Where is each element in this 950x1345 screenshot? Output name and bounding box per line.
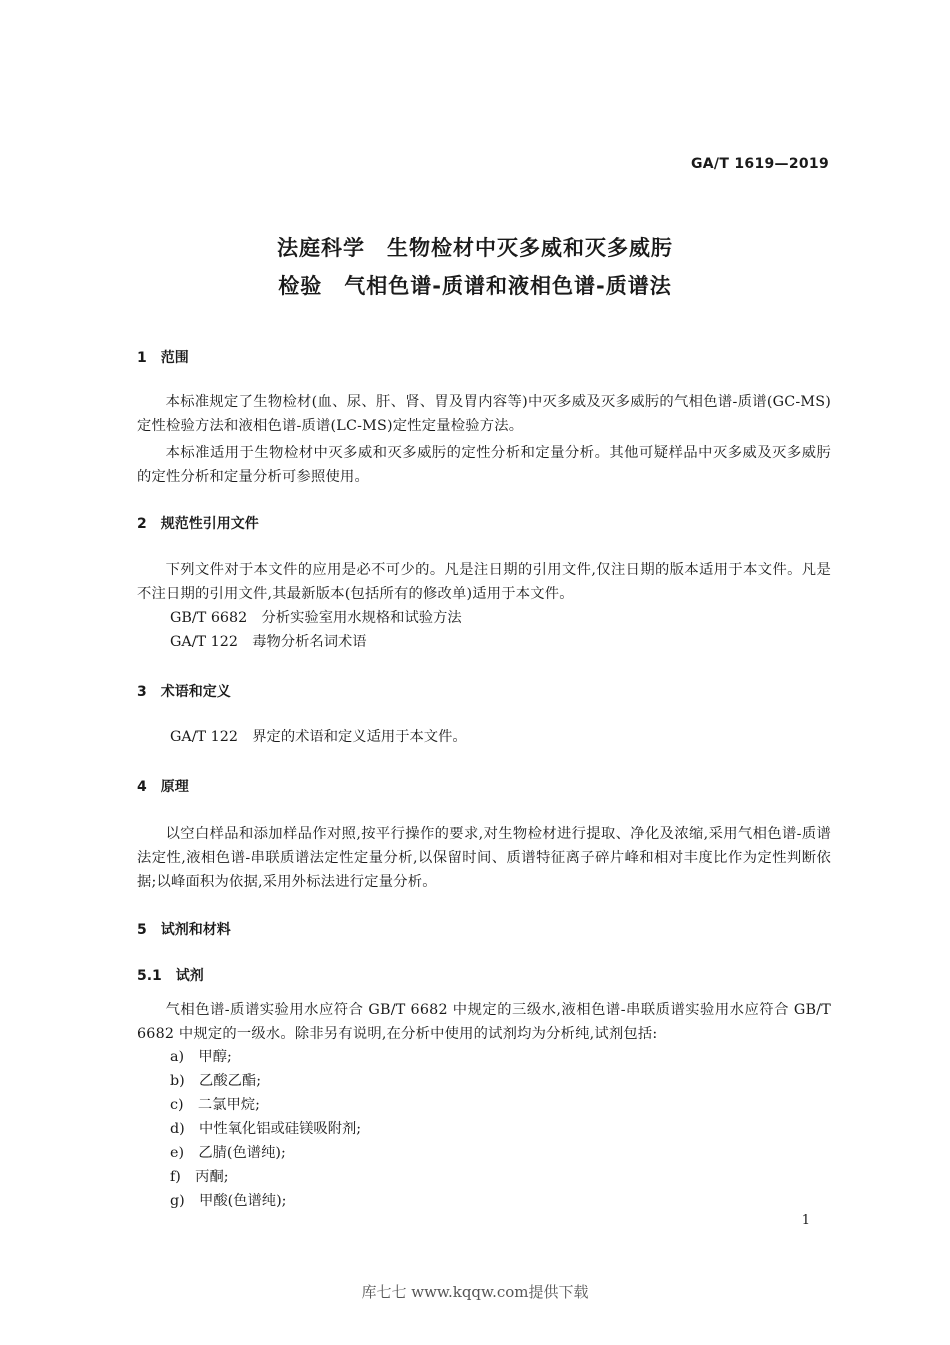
section-5-heading: 5 试剂和材料 [137,922,231,938]
section-5-1-heading: 5.1 试剂 [137,968,204,984]
section-1-paragraph-2: 本标准适用于生物检材中灭多威和灭多威肟的定性分析和定量分析。其他可疑样品中灭多威及灭多威肟的定性分析和定量分析可参照使用。 [137,445,831,485]
reagent-list-item: d) 中性氧化铝或硅镁吸附剂; [170,1121,362,1137]
section-4-paragraph-1: 以空白样品和添加样品作对照,按平行操作的要求,对生物检材进行提取、净化及浓缩,采用气相色谱-质谱法定性,液相色谱-串联质谱法定性定量分析,以保留时间、质谱特征离子碎片峰和相对丰度比作为定性判断依据;以峰面积为依据,采用外标法进行定量分析。 [137,826,831,890]
reagent-list-item: f) 丙酮; [170,1169,229,1185]
section-3-heading: 3 术语和定义 [137,684,231,700]
download-source-footer: 库七七 www.kqqw.com提供下载 [361,1283,589,1301]
reagent-list-item: g) 甲酸(色谱纯); [170,1193,287,1209]
document-title-line2: 检验 气相色谱-质谱和液相色谱-质谱法 [278,274,672,298]
section-3-paragraph-1: GA/T 122 界定的术语和定义适用于本文件。 [170,729,467,745]
section-2-paragraph-1: 下列文件对于本文件的应用是必不可少的。凡是注日期的引用文件,仅注日期的版本适用于本文件。凡是不注日期的引用文件,其最新版本(包括所有的修改单)适用于本文件。 [137,562,831,602]
reagent-list-item: c) 二氯甲烷; [170,1097,260,1113]
document-title-line1: 法庭科学 生物检材中灭多威和灭多威肟 [277,236,673,260]
section-2-heading: 2 规范性引用文件 [137,516,259,532]
page-number: 1 [801,1213,810,1228]
section-1-paragraph-1: 本标准规定了生物检材(血、尿、肝、肾、胃及胃内容等)中灭多威及灭多威肟的气相色谱-质谱(GC-MS)定性检验方法和液相色谱-质谱(LC-MS)定性定量检验方法。 [137,394,831,434]
reagent-list-item: b) 乙酸乙酯; [170,1073,262,1089]
reference-gbt-6682: GB/T 6682 分析实验室用水规格和试验方法 [170,610,462,626]
reagent-list-item: a) 甲醇; [170,1049,232,1065]
reference-gat-122: GA/T 122 毒物分析名词术语 [170,634,367,650]
section-5-1-paragraph-1: 气相色谱-质谱实验用水应符合 GB/T 6682 中规定的三级水,液相色谱-串联质谱实验用水应符合 GB/T 6682 中规定的一级水。除非另有说明,在分析中使用的试剂均为分析纯,试剂包括: [137,1002,831,1042]
reagent-list-item: e) 乙腈(色谱纯); [170,1145,286,1161]
standard-number: GA/T 1619—2019 [691,156,829,172]
section-1-heading: 1 范围 [137,350,189,366]
section-4-heading: 4 原理 [137,779,189,795]
